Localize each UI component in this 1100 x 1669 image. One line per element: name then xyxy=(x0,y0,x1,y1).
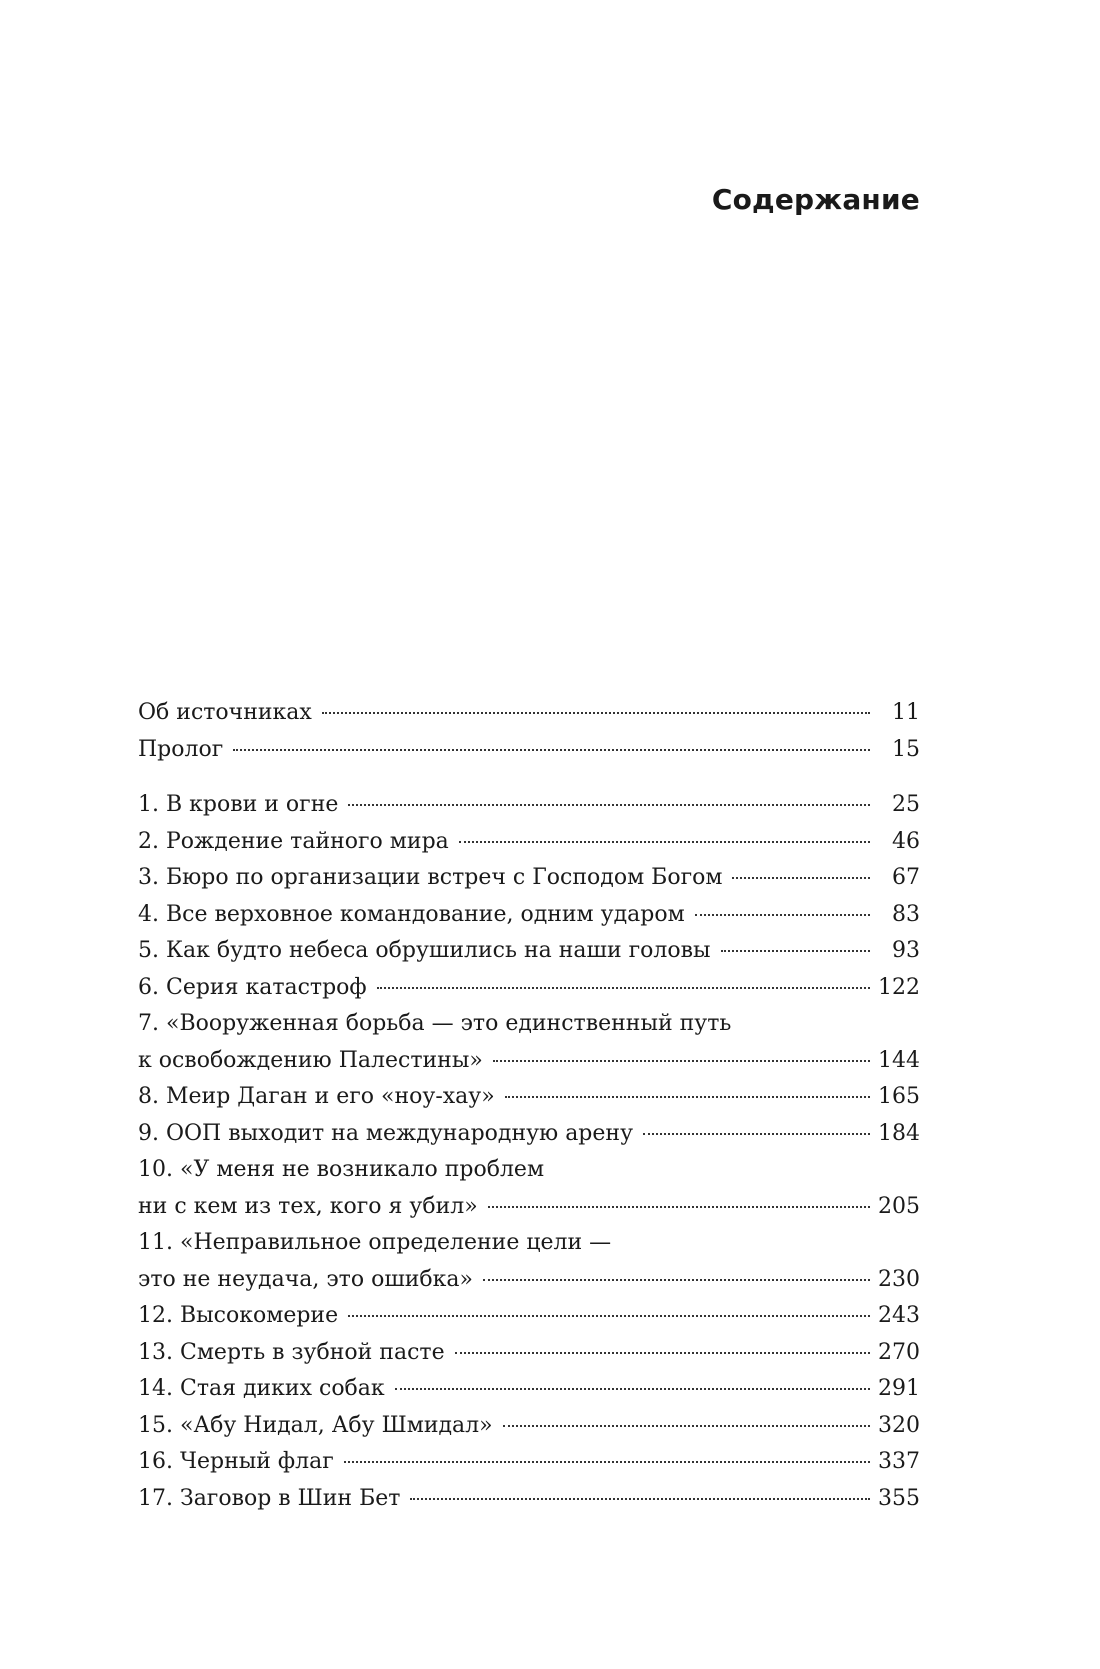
toc-page-number: 243 xyxy=(878,1303,920,1328)
dot-leader xyxy=(721,950,870,952)
toc-entry-line xyxy=(138,933,920,970)
dot-leader xyxy=(643,1133,870,1135)
toc-entry-title: 6. Серия катастроф xyxy=(138,974,367,1000)
dot-leader xyxy=(377,987,870,989)
toc-page-number: 230 xyxy=(878,1266,920,1292)
toc-page-number: 165 xyxy=(878,1084,920,1109)
toc-entry-chapter[interactable] xyxy=(138,897,920,934)
toc-entry-title: 17. Заговор в Шин Бет xyxy=(138,1485,401,1511)
dot-leader xyxy=(348,804,870,806)
dot-leader xyxy=(455,1352,870,1354)
dot-leader xyxy=(395,1388,870,1390)
toc-entry-chapter[interactable] xyxy=(138,933,920,970)
chapter-list xyxy=(138,787,920,1517)
toc-entry-title: Об источниках xyxy=(138,700,312,725)
toc-entry-line xyxy=(138,970,920,1007)
section-gap xyxy=(138,768,920,787)
toc-entry-title: 13. Смерть в зубной пасте xyxy=(138,1339,445,1365)
dot-leader xyxy=(732,877,870,879)
toc-entry-chapter[interactable] xyxy=(138,824,920,861)
toc-entry-chapter[interactable] xyxy=(138,860,920,897)
dot-leader xyxy=(483,1279,870,1281)
toc-entry-line xyxy=(138,1481,920,1518)
toc-entry-title: 15. «Абу Нидал, Абу Шмидал» xyxy=(138,1412,493,1438)
toc-entry-title: 16. Черный флаг xyxy=(138,1449,334,1474)
toc-entry-line xyxy=(138,1262,920,1299)
toc-entry-line xyxy=(138,860,920,897)
toc-entry-line xyxy=(138,787,920,824)
toc-entry-chapter[interactable] xyxy=(138,1481,920,1518)
toc-entry-line xyxy=(138,824,920,861)
toc-entry-chapter[interactable] xyxy=(138,1225,920,1298)
toc-entry-title: 3. Бюро по организации встреч с Господом Богом xyxy=(138,865,723,890)
dot-leader xyxy=(459,841,870,843)
toc-entry-title: 12. Высокомерие xyxy=(138,1303,339,1328)
toc-page-number: 25 xyxy=(892,792,920,817)
dot-leader xyxy=(410,1498,870,1500)
toc-entry-line xyxy=(138,1152,920,1189)
toc-entry-chapter[interactable] xyxy=(138,1079,920,1116)
toc-entry-line xyxy=(138,1444,920,1481)
toc-page-number: 320 xyxy=(878,1412,920,1438)
dot-leader xyxy=(488,1206,870,1208)
toc-entry-line xyxy=(138,1006,920,1043)
table-of-contents xyxy=(138,695,920,1517)
toc-page-number: 93 xyxy=(892,938,920,963)
toc-entry-line xyxy=(138,1079,920,1116)
toc-entry-line xyxy=(138,1298,920,1335)
toc-entry-chapter[interactable] xyxy=(138,1152,920,1225)
toc-entry-line xyxy=(138,1371,920,1408)
dot-leader xyxy=(505,1096,870,1098)
toc-entry-title: 4. Все верховное командование, одним ударом xyxy=(138,901,685,927)
toc-entry-title: это не неудача, это ошибка» xyxy=(138,1266,474,1292)
toc-entry-title: 11. «Неправильное определение цели — xyxy=(138,1230,612,1255)
toc-entry-title: 9. ООП выходит на международную арену xyxy=(138,1120,634,1146)
toc-entry-chapter[interactable] xyxy=(138,970,920,1007)
toc-entry-title: 5. Как будто небеса обрушились на наши головы xyxy=(138,938,711,963)
toc-entry-title: 1. В крови и огне xyxy=(138,792,339,817)
toc-entry-chapter[interactable] xyxy=(138,1116,920,1153)
toc-page-number: 291 xyxy=(878,1376,920,1401)
toc-entry-line xyxy=(138,1335,920,1372)
toc-entry-chapter[interactable] xyxy=(138,1408,920,1445)
toc-entry-line xyxy=(138,1189,920,1226)
toc-entry-title: 7. «Вооруженная борьба — это единственный путь xyxy=(138,1011,732,1036)
toc-entry-chapter[interactable] xyxy=(138,787,920,824)
toc-entry-line xyxy=(138,732,920,769)
toc-entry-line xyxy=(138,897,920,934)
toc-entry-title: 2. Рождение тайного мира xyxy=(138,828,449,854)
toc-entry-chapter[interactable] xyxy=(138,1335,920,1372)
dot-leader xyxy=(322,712,870,714)
toc-entry-title: к освобождению Палестины» xyxy=(138,1047,483,1073)
dot-leader xyxy=(348,1315,870,1317)
toc-entry-line xyxy=(138,695,920,732)
toc-entry-line xyxy=(138,1116,920,1153)
toc-entry-chapter[interactable] xyxy=(138,1444,920,1481)
toc-page-number: 337 xyxy=(878,1449,920,1474)
toc-entry-front-matter[interactable] xyxy=(138,732,920,769)
toc-entry-title: Пролог xyxy=(138,736,224,762)
toc-page-number: 184 xyxy=(878,1120,920,1146)
toc-entry-chapter[interactable] xyxy=(138,1298,920,1335)
toc-page-number: 15 xyxy=(892,736,920,762)
toc-entry-front-matter[interactable] xyxy=(138,695,920,732)
dot-leader xyxy=(695,914,870,916)
toc-page-number: 270 xyxy=(878,1339,920,1365)
dot-leader xyxy=(503,1425,870,1427)
toc-heading: Содержание xyxy=(711,183,920,216)
toc-entry-title: 14. Стая диких собак xyxy=(138,1376,385,1401)
toc-entry-title: 10. «У меня не возникало проблем xyxy=(138,1157,545,1182)
toc-page-number: 46 xyxy=(892,828,920,854)
toc-entry-line xyxy=(138,1043,920,1080)
toc-page-number: 355 xyxy=(878,1485,920,1511)
toc-page-number: 205 xyxy=(878,1193,920,1219)
toc-entry-chapter[interactable] xyxy=(138,1006,920,1079)
toc-page-number: 83 xyxy=(892,901,920,927)
toc-page-number: 11 xyxy=(892,700,920,725)
toc-entry-title: ни с кем из тех, кого я убил» xyxy=(138,1193,478,1219)
front-matter-list xyxy=(138,695,920,768)
dot-leader xyxy=(344,1461,870,1463)
toc-page-number: 122 xyxy=(878,974,920,1000)
toc-entry-title: 8. Меир Даган и его «ноу-хау» xyxy=(138,1084,495,1109)
toc-page-number: 144 xyxy=(878,1047,920,1073)
toc-page-number: 67 xyxy=(892,865,920,890)
toc-entry-line xyxy=(138,1225,920,1262)
toc-entry-chapter[interactable] xyxy=(138,1371,920,1408)
toc-entry-line xyxy=(138,1408,920,1445)
dot-leader xyxy=(233,749,870,751)
dot-leader xyxy=(493,1060,870,1062)
